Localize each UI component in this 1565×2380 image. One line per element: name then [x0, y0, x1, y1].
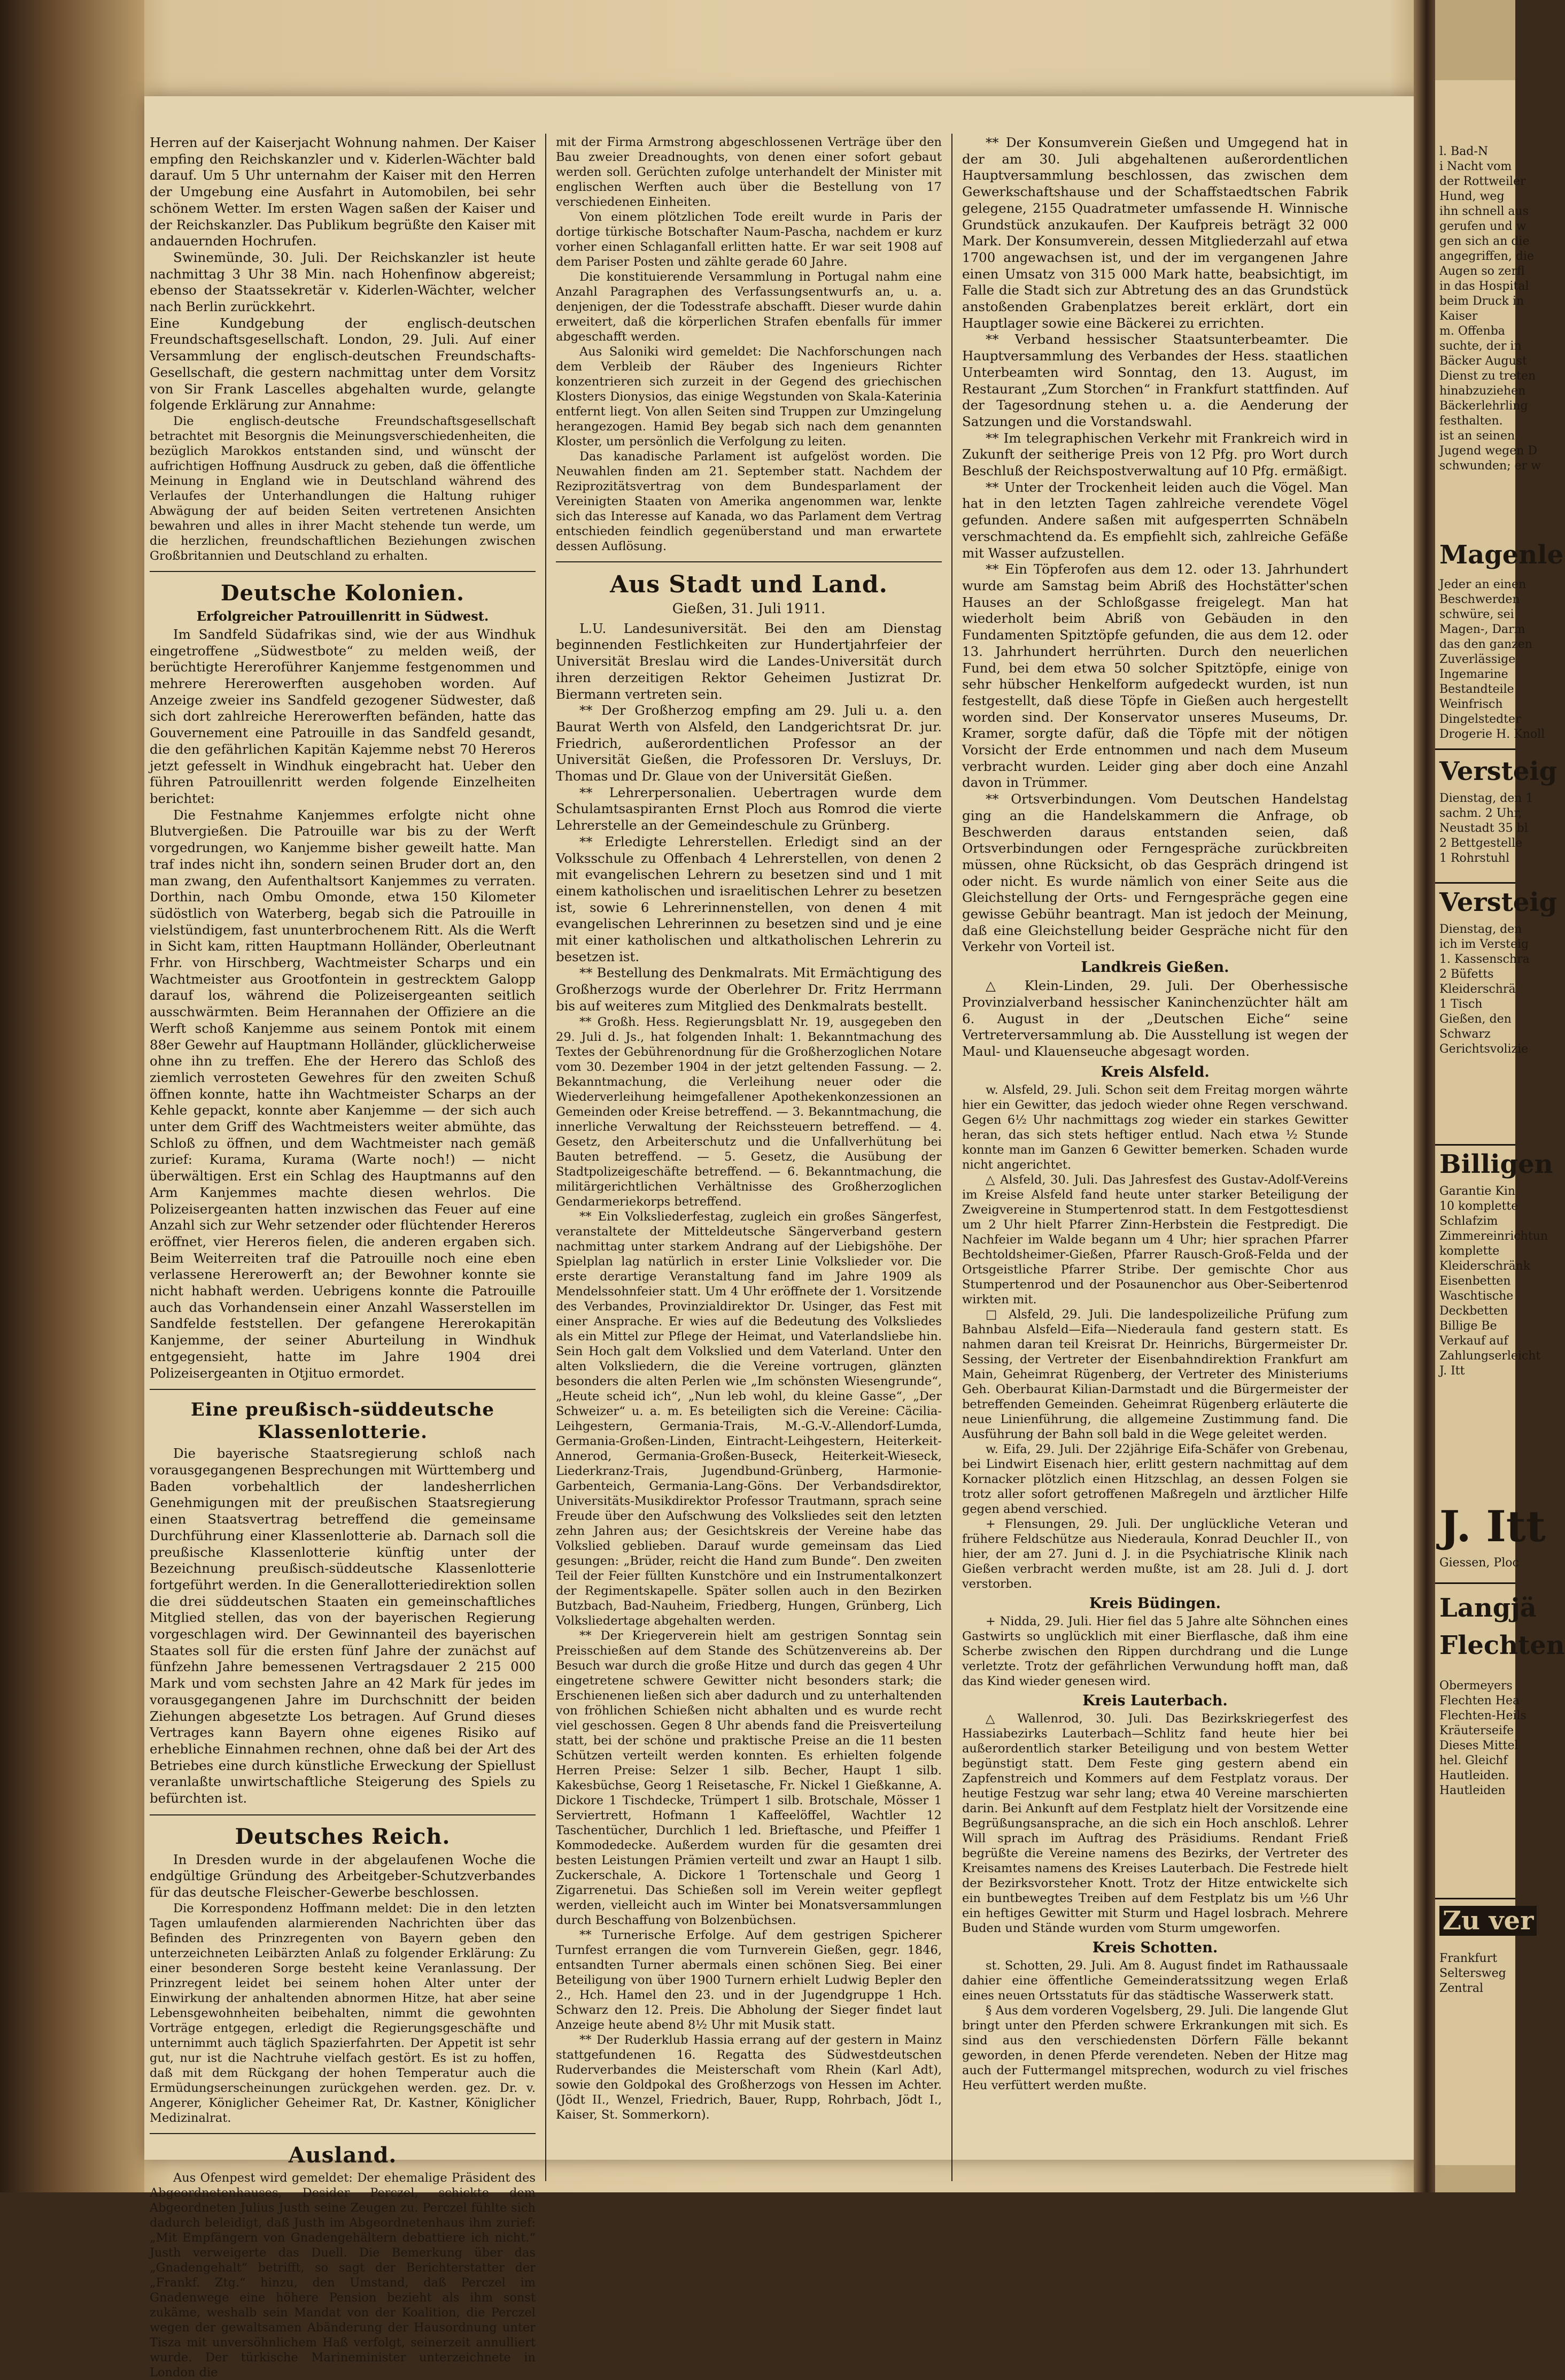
c3-paragraph-2: ** Verband hessischer Staatsunterbeamter. Die Hauptversammlung des Verbandes der Hess. staatlichen Unterbeamten wird Sonntag, den 13. August, im Restaurant „Zum Storchen“ in Frankfurt stattfinden. Auf der Tagesordnung stehen u. a. die Aenderung der Satzungen und die Vorstandswahl.	[962, 331, 1348, 429]
next-page-ad-line: Gießen, den	[1439, 1013, 1512, 1026]
next-page-headline-versteig-2: Versteig	[1439, 887, 1558, 917]
next-page-ad-line: Billige Be	[1439, 1319, 1497, 1333]
next-page-text-line: angegriffen, die	[1439, 250, 1534, 263]
next-page-ad-line: Kleiderschrä	[1439, 983, 1516, 996]
c3-paragraph-10: □ Alsfeld, 29. Juli. Die landespolizeiliche Prüfung zum Bahnbau Alsfeld—Eifa—Niederaula fand gestern statt. Es nahmen daran teil Kreisrat Dr. Heinrichs, Bürgermeister Dr. Sessing, der Vertreter der Eisenbahndirektion Frankfurt am Main, Geheimrat Rügenberg, der Vertreter des Ministeriums Geh. Oberbaurat Kilian-Darmstadt und die Bürgermeister der betreffenden Gemeinden. Geheimrat Rügenberg erläuterte die neue Linienführung, die allgemeine Zustimmung fand. Die Ausführung der Bahn soll bald in die Wege geleitet werden.	[962, 1307, 1348, 1441]
column-rule	[951, 134, 952, 2181]
c1-paragraph-5: Im Sandfeld Südafrikas sind, wie der aus Windhuk eingetroffene „Südwestbote“ zu melden weiß, der berüchtigte Hereroführer Kanjemme festgenommen und mehrere Hererowerften ausgehoben worden. Auf Anzeige zweier ins Sandfeld gezogener Südwester, daß sich dort zahlreiche Hererowerften befänden, hatte das Gouvernement eine Patrouille in das Sandfeld gesandt, die den gefährlichen Kapitän Kajemme nebst 70 Hereros jetzt gefesselt in Windhuk eingebracht hat. Ueber den führen Patrouillenritt werden folgende Einzelheiten berichtet:	[150, 626, 536, 806]
next-page-ad-line: Neustadt 35 bl	[1439, 822, 1528, 835]
next-page-ad-line: Bestandteile	[1439, 683, 1514, 696]
next-page-ad-line: 1 Tisch	[1439, 998, 1483, 1011]
c1-paragraph-4: Die englisch-deutsche Freundschaftsgesellschaft betrachtet mit Besorgnis die Meinungsverschiedenheiten, die bezüglich Marokkos entstanden sind, und wünscht der aufrichtigen Hoffnung Ausdruck zu geben, daß die öffentliche Meinung in England wie in Deutschland während des Verlaufes der Unterhandlungen die Haltung ruhiger Abwägung der auf beiden Seiten vertretenen Ansichten bewahren und alles in ihrer Macht stehende tun werde, um die herzlichen, freundschaftlichen Beziehungen zwischen Großbritannien und Deutschland zu erhalten.	[150, 414, 536, 563]
section-divider	[150, 1814, 536, 1819]
c1-paragraph-7: Die bayerische Staatsregierung schloß nach vorausgegangenen Besprechungen mit Württemberg und Baden vorbehaltlich der landesherrlichen Genehmigungen mit der preußischen Staatsregierung einen Staatsvertrag betreffend die gemeinsame Durchführung einer Klassenlotterie ab. Darnach soll die preußische Klassenlotterie künftig unter der Bezeichnung preußisch-süddeutsche Klassenlotterie fortgeführt werden. In die Generallotteriedirektion sollen die drei süddeutschen Staaten ein gemeinschaftliches Mitglied stellen, das von der bayerischen Regierung vorgeschlagen wird. Der Gewinnanteil des bayerischen Staates soll für die ersten fünf Jahre der zunächst auf fünfzehn Jahre bemessenen Vertragsdauer 2 215 000 Mark und vom sechsten Jahre an 42 Mark für jedes im vorausgegangenen Jahre im Durchschnitt der beiden Ziehungen abgesetzte Los betragen. Auf Grund dieses Vertrages kann Bayern ohne eigenes Risiko auf erhebliche Einnahmen rechnen, ohne daß bei der Art des Betriebes eine durch künstliche Erweckung der Spiellust veranlaßte unwirtschaftliche Steigerung des Spiels zu befürchten ist.	[150, 1446, 536, 1806]
c2-paragraph-6: L.U. Landesuniversität. Bei den am Dienstag beginnenden Festlichkeiten zur Hundertjahrfeier der Universität Breslau wird die Landes-Universität durch ihren derzeitigen Rektor Geheimen Justizrat Dr. Biermann vertreten sein.	[556, 620, 942, 702]
c1-paragraph-2: Swinemünde, 30. Juli. Der Reichskanzler ist heute nachmittag 3 Uhr 38 Min. nach Hohenfinow abgereist; ebenso der Staatssekretär v. Kiderlen-Wächter, welcher nach Berlin zurückkehrt.	[150, 249, 536, 315]
next-page-text-line: Bäckerlehrling	[1439, 399, 1528, 413]
c3-paragraph-1: ** Der Konsumverein Gießen und Umgegend hat in der am 30. Juli abgehaltenen außerordentlichen Hauptversammlung beschlossen, das zwischen dem Gewerkschaftshause und der Schaffstaedtschen Fabrik gelegene, 2155 Quadratmeter umfassende H. Winnische Grundstück anzukaufen. Der Kaufpreis beträgt 32 000 Mark. Der Konsumverein, dessen Mitgliederzahl auf etwa 1700 angewachsen ist, und der im vergangenen Jahre einen Umsatz von 315 000 Mark hatte, beabsichtigt, im Falle die Stadt sich zur Abtretung des an das Grundstück anstoßenden Grabenplatzes bereit erklärt, dort ein Hauptlager sowie eine Bäckerei zu errichten.	[962, 135, 1348, 331]
next-page-ad-line: Drogerie H. Knoll	[1439, 728, 1545, 741]
c2-paragraph-12: ** Ein Volksliederfestag, zugleich ein großes Sängerfest, veranstaltete der Mitteldeutsche Sängerverband gestern nachmittag unter starkem Andrang auf der Liebigshöhe. Der Spielplan lag natürlich in erster Linie Volkslieder vor. Die erste derartige Veranstaltung fand im Jahre 1909 als Mendelssohnfeier statt. Um 4 Uhr eröffnete der 1. Vorsitzende des Verbandes, Provinzialdirektor Dr. Usinger, das Fest mit einer Ansprache. Er wies auf die Bedeutung des Volksliedes als ein Mittel zur Pflege der Heimat, und Vaterlandsliebe hin. Sein Hoch galt dem Volkslied und dem Vaterland. Unter den alten Volksliedern, die die Vereine vortrugen, glänzten besonders die alten Perlen wie „Im schönsten Wiesengrunde“, „Heute scheid ich“, „Nun leb wohl, du kleine Gasse“, „Der Schweizer“ u. a. m. Es beteiligten sich die Vereine: Cäcilia-Leihgestern, Germania-Trais, M.-G.-V.-Allendorf-Lumda, Germania-Großen-Linden, Eintracht-Leihgestern, Heiterkeit-Annerod, Germania-Großen-Buseck, Heiterkeit-Wieseck, Liederkranz-Trais, Jugendbund-Grünberg, Harmonie-Garbenteich, Germania-Lang-Göns. Der Verbandsdirektor, Universitäts-Musikdirektor Professor Trautmann, sprach seine Freude über den Aufschwung des Volksliedes seit den letzten zehn Jahren aus; der Gesichtskreis der Vereine habe das Volkslied geblieben. Darauf wurde gemeinsam das Lied gesungen: „Brüder, reicht die Hand zum Bunde“. Den zweiten Teil der Feier füllten Kunstchöre und ein Instrumentalkonzert der Regimentskapelle. Später sollen auch in den Bezirken Butzbach, Bad-Nauheim, Friedberg, Hungen, Grünberg, Lich Volksliedertage abgehalten werden.	[556, 1209, 942, 1628]
heading-kreis-schotten: Kreis Schotten.	[1092, 1939, 1218, 1956]
next-page-ad-line: Frankfurt	[1439, 1952, 1498, 1965]
next-page-ad-line: Dienstag, den	[1439, 923, 1522, 936]
next-page-ad-line: Kräuterseife	[1439, 1724, 1514, 1737]
next-page-ad-line: sachm. 2 Uhr,	[1439, 807, 1522, 820]
c2-paragraph-5: Das kanadische Parlament ist aufgelöst worden. Die Neuwahlen finden am 21. September statt. Nachdem der Reziprozitätsvertrag von dem Bundesparlament der Vereinigten Staaten von Amerika angenommen war, lenkte sich das Interesse auf Kanada, wo das Parlament dem Vertrag entschieden feindlich gegenüberstand und man erwartete dessen Auflösung.	[556, 450, 942, 553]
column-1	[150, 135, 536, 2380]
heading-kreis-alsfeld: Kreis Alsfeld.	[1101, 1063, 1210, 1080]
next-page-ad-line: schwüre, sei	[1439, 608, 1514, 621]
next-page-ad-5	[1435, 1556, 1519, 1571]
c2-paragraph-11: ** Großh. Hess. Regierungsblatt Nr. 19, ausgegeben den 29. Juli d. Js., hat folgenden Inhalt: 1. Bekanntmachung des Textes der Gebührenordnung für die Großherzoglichen Notare vom 30. Dezember 1904 in der jetzt geltenden Fassung. — 2. Bekanntmachung, die Verleihung neuer oder die Wiederverleihung heimgefallener Apothekenkonzessionen an Gemeinden oder Kreise betreffend. — 3. Bekanntmachung, die innerliche Verwaltung der Reichssteuern betreffend. — 4. Gesetz, den Arbeiterschutz und die Unfallverhütung bei Bauten betreffend. — 5. Gesetz, die Ausübung der Stadtpolizeigeschäfte betreffend. — 6. Bekanntmachung, die militärgerichtlichen Verhältnisse des Großherzoglichen Gendarmeriekorps betreffend.	[556, 1015, 942, 1209]
c1-paragraph-6: Die Festnahme Kanjemmes erfolgte nicht ohne Blutvergießen. Die Patrouille war bis zu der Werft vorgedrungen, wo Kanjemme bisher geweilt hatte. Man traf indes nicht ihn, sondern seinen Bruder dort an, den man zwang, den Aufenthaltsort Kanjemmes zu verraten. Dorthin, nach Ombu Omonde, etwa 150 Kilometer südöstlich von Waterberg, begab sich die Patrouille in vielstündigem, fast ununterbrochenem Ritt. Als die Werft in Sicht kam, ritten Hauptmann Holländer, Oberleutnant Frhr. von Hirschberg, Wachtmeister Scharps und ein Wachtmeister aus Grootfontein in gestrecktem Galopp darauf los, während die Polizeisergeanten seitlich ausschwärmten. Beim Herannahen der Offiziere an die Werft schoß Kanjemme aus seinem Pontok mit einem 88er Gewehr auf Hauptmann Holländer, glücklicherweise ohne ihn zu treffen. Ehe der Herero das Schloß des ziemlich verrosteten Gewehres für den zweiten Schuß öffnen konnte, hatte ihn Wachtmeister Scharps an der Kehle gepackt, konnte aber Kanjemme — der sich auch unter dem Griff des Wachtmeisters weiter abmühte, das Schloß zu öffnen, und dem Wachtmeister nach gemäß zurief: Kurama, Kurama (Warte noch!) — nicht überwältigen. Erst ein Schlag des Hauptmanns auf den Arm Kanjemmes machte diesen wehrlos. Die Polizeisergeanten hatten inzwischen das Feuer auf eine Anzahl sich zur Wehr setzender oder flüchtender Hereros eröffnet, vier Hereros fielen, die anderen ergaben sich. Beim Weiterreiten traf die Patrouille noch eine eben verlassene Hererowerft an; der Bewohner konnte sie nicht habhaft werden. Uebrigens konnte die Patrouille auch das Vorhandensein einer Anzahl Wasserstellen im Sandfelde feststellen. Der gefangene Hererokapitän Kanjemme, der seiner Aburteilung in Windhuk entgegensieht, hatte im Jahre 1904 drei Polizeisergeanten in Otjituo ermordet.	[150, 807, 536, 1381]
section-divider	[150, 2133, 536, 2137]
next-page-ad-line: Weinfrisch	[1439, 698, 1503, 711]
next-page-ad-line: komplette	[1439, 1245, 1500, 1258]
section-divider	[556, 561, 942, 566]
heading-deutsche-kolonien: Deutsche Kolonien.	[220, 580, 465, 606]
c3-paragraph-6: ** Ortsverbindungen. Vom Deutschen Handelstag ging an die Handelskammern die Anfrage, ob Beschwerden daraus entstanden seien, daß Ortsverbindungen oder Ferngespräche zurückbreiten müssen, ohne Rücksicht, ob das Gespräch dringend ist oder nicht. Es wurde nämlich von einer Seite aus die Gleichstellung der Orts- und Ferngespräche gegen eine gewisse Gebühr beantragt. Man ist jedoch der Meinung, daß eine Gleichstellung beider Gespräche nicht für den Verkehr von Vorteil ist.	[962, 791, 1348, 955]
c3-paragraph-15: st. Schotten, 29. Juli. Am 8. August findet im Rathaussaale dahier eine öffentliche Gemeinderatssitzung wegen Erlaß eines neuen Ortsstatuts für das städtische Wasserwerk statt.	[962, 1958, 1348, 2003]
next-page-ad-4	[1435, 1184, 1548, 1379]
next-page-ad-line: 2 Büfetts	[1439, 968, 1494, 981]
next-page-ad-line: Jeder an einen	[1439, 578, 1527, 591]
next-page-ad-line: ich im Versteig	[1439, 938, 1529, 951]
next-page-text-line: m. Offenba	[1439, 324, 1505, 338]
next-page-rule	[1435, 1144, 1515, 1146]
c2-paragraph-14: ** Turnerische Erfolge. Auf dem gestrigen Spicherer Turnfest errangen die vom Turnverein Gießen, gegr. 1846, entsandten Turner abermals einen schönen Sieg. Bei einer Beteiligung von über 1900 Turnern erhielt Ludwig Bepler den 2., Hch. Hamel den 23. und in der Jugendgruppe 1 Hch. Schwarz den 12. Preis. Die Abholung der Sieger findet laut Anzeige heute abend 8½ Uhr mit Musik statt.	[556, 1928, 942, 2032]
next-page-text-line: suchte, der in	[1439, 339, 1522, 353]
dateline: Gießen, 31. Juli 1911.	[672, 601, 826, 617]
next-page-ad-line: 1 Rohrstuhl	[1439, 852, 1509, 865]
next-page-text-line: gerufen und w	[1439, 220, 1527, 233]
heading-klassenlotterie: Eine preußisch-süddeutsche Klassenlotterie.	[190, 1399, 495, 1443]
next-page-rule	[1435, 1582, 1515, 1584]
next-page-ad-line: Dienstag, den 1	[1439, 792, 1533, 805]
c3-paragraph-16: § Aus dem vorderen Vogelsberg, 29. Juli. Die langende Glut bringt unter den Pferden schwere Erkrankungen mit sich. Es sind aus den verschiedensten Dörfern Fälle bekannt geworden, in denen Pferde verendeten. Neben der Hitze mag auch der Futtermangel mitsprechen, wodurch zu viel frisches Heu verfüttert werden mußte.	[962, 2003, 1348, 2092]
next-page-text-line: in das Hospital	[1439, 280, 1529, 293]
next-page-text-line: Dienst zu treten	[1439, 369, 1536, 383]
next-page-text-line: Bäcker August	[1439, 354, 1527, 368]
heading-kreis-buedingen: Kreis Büdingen.	[1089, 1595, 1221, 1612]
c2-paragraph-15: ** Der Ruderklub Hassia errang auf der gestern in Mainz stattgefundenen 16. Regatta des Südwestdeutschen Ruderverbandes die Meisterschaft vom Rhein (Karl Adt), sowie den Goldpokal des Großherzogs von Hessen im Achter. (Jödt II., Wenzel, Friedrich, Bauer, Rupp, Rohrbach, Jödt I., Kaiser, St. Sommerkorn).	[556, 2033, 942, 2122]
column-2	[556, 135, 942, 2122]
next-page-headline-versteig-1: Versteig	[1439, 756, 1558, 786]
next-page-ad-3	[1435, 922, 1530, 1057]
book-gutter	[1414, 0, 1435, 2192]
next-page-ad-6	[1435, 1679, 1527, 1798]
next-page-ad-line: Zuverlässige	[1439, 653, 1516, 666]
c2-paragraph-8: ** Lehrerpersonalien. Uebertragen wurde dem Schulamtsaspiranten Ernst Ploch aus Romrod die vierte Lehrerstelle an der Gemeindeschule zu Grünberg.	[556, 784, 942, 833]
c1-paragraph-8: In Dresden wurde in der abgelaufenen Woche die endgültige Gründung des Arbeitgeber-Schutzverbandes für das deutsche Fleischer-Gewerbe beschlossen.	[150, 1851, 536, 1900]
c2-paragraph-10: ** Bestellung des Denkmalrats. Mit Ermächtigung des Großherzogs wurde der Oberlehrer Dr. Fritz Herrmann bis auf weiteres zum Mitglied des Denkmalrats bestellt.	[556, 965, 942, 1014]
next-page-headline-langja: Langjä	[1439, 1593, 1537, 1623]
section-divider	[150, 1389, 536, 1393]
next-page-rule	[1435, 748, 1515, 750]
next-page-ad-line: Zentral	[1439, 1982, 1483, 1995]
next-page-ad-line: Eisenbetten	[1439, 1274, 1511, 1288]
next-page-headline-magen: Magenle	[1439, 540, 1564, 570]
c1-paragraph-1: Herren auf der Kaiserjacht Wohnung nahmen. Der Kaiser empfing den Reichskanzler und v. Kiderlen-Wächter bald darauf. Um 5 Uhr unternahm der Kaiser mit den Herren der Umgebung eine Ausfahrt in Automobilen, bei sehr schönem Wetter. Im ersten Wagen saßen der Kaiser und der Reichskanzler. Das Publikum begrüßte den Kaiser mit andauernden Hochrufen.	[150, 135, 536, 249]
next-page-headline-flechten: Flechten	[1439, 1631, 1565, 1660]
next-page-ad-line: Hautleiden.	[1439, 1769, 1509, 1782]
c2-paragraph-4: Aus Saloniki wird gemeldet: Die Nachforschungen nach dem Verbleib der Räuber des Ingenieurs Richter konzentrieren sich zurzeit in der Gegend des griechischen Klosters Dionysios, das einige Wegstunden von Skala-Katerinia entfernt liegt. Von allen Seiten sind Truppen zur Umzingelung herangezogen. Hamid Bey begab sich nach dem genannten Kloster, um persönlich die Verfolgung zu leiten.	[556, 345, 942, 449]
next-page-text-line: l. Bad-N	[1439, 145, 1489, 158]
next-page-text-line: Jugend wegen D	[1439, 444, 1538, 458]
next-page-ad-line: Waschtische	[1439, 1289, 1514, 1303]
next-page-text-line: Augen so zerfl	[1439, 265, 1525, 278]
next-page-ad-line: Giessen, Ploc	[1439, 1556, 1519, 1570]
next-page-rule	[1435, 882, 1515, 884]
next-page-text-line: beim Druck in	[1439, 295, 1524, 308]
next-page-ad-1	[1435, 577, 1545, 742]
c3-paragraph-11: w. Eifa, 29. Juli. Der 22jährige Eifa-Schäfer von Grebenau, bei Lindwirt Eisenach hier, erlitt gestern nachmittag auf dem Kornacker plötzlich einen Hitzschlag, an dessen Folgen sie trotz aller sofort getroffenen Maßregeln und ärztlicher Hilfe gegen abend verschied.	[962, 1442, 1348, 1516]
next-page-text-line: Kaiser	[1439, 310, 1478, 323]
next-page-ad-line: J. Itt	[1439, 1364, 1465, 1378]
c2-paragraph-1: mit der Firma Armstrong abgeschlossenen Verträge über den Bau zweier Dreadnoughts, von denen einer sofort gebaut werden soll. Gerüchten zufolge unterhandelt der Minister mit englischen Werften auch über die Bestellung von 17 verschiedenen Einheiten.	[556, 135, 942, 209]
heading-kreis-lauterbach: Kreis Lauterbach.	[1082, 1692, 1228, 1709]
next-page-ad-line: Kleiderschränk	[1439, 1259, 1531, 1273]
next-page-text-line: festhalten.	[1439, 414, 1503, 428]
next-page-text-line: Hund, weg	[1439, 190, 1505, 203]
next-page-ad-line: 1. Kassenschra	[1439, 953, 1530, 966]
next-page-text-line: hinabzuziehen	[1439, 384, 1526, 398]
next-page-sliver	[1435, 80, 1565, 2165]
c2-paragraph-13: ** Der Kriegerverein hielt am gestrigen Sonntag sein Preisschießen auf dem Stande des Schützenvereins ab. Der Besuch war durch die große Hitze und durch das gegen 4 Uhr eingetretene schwere Gewitter nicht besonders stark; die Erschienenen ließen sich aber dadurch und zu unterhaltenden von fröhlichen Schießen nicht abhalten und es wurde recht viel geschossen. Gegen 8 Uhr abends fand die Preisverteilung statt, bei der schöne und praktische Preise an die 11 besten Schützen verteilt werden konnten. Es erhielten folgende Herren Preise: Selzer 1 silb. Becher, Haupt 1 silb. Kakesbüchse, Georg 1 Reisetasche, Fr. Nickel 1 Gießkanne, A. Dickore 1 Tischdecke, Trümpert 1 silb. Brotschale, Mösser 1 Serviertrett, Hofmann 1 Kaffeelöffel, Wachtler 12 Taschentücher, Durchlich 1 led. Brieftasche, und Pfeiffer 1 Kommodedecke. Außerdem wurden für die gesamten drei besten Leistungen Prämien verteilt und zwar an Haupt 1 silb. Zuckerschale, A. Dickore 1 Tortenschale und Georg 1 Zigarrenetui. Das Schießen soll im Verein weiter gepflegt werden, vielleicht auch im Winter bei Monatsversammlungen durch Beschaffung von Bolzenbüchsen.	[556, 1628, 942, 1927]
next-page-ad-line: Seltersweg	[1439, 1967, 1506, 1980]
next-page-text-line: gen sich an die	[1439, 235, 1530, 248]
next-page-text-line: i Nacht vom	[1439, 160, 1512, 173]
column-rule	[545, 134, 546, 2181]
next-page-ad-line: Dieses Mittel	[1439, 1739, 1518, 1752]
book-binding-shadow	[0, 0, 144, 2192]
c3-paragraph-4: ** Unter der Trockenheit leiden auch die Vögel. Man hat in den letzten Tagen zahlreiche verendete Vögel gefunden. Andere saßen mit aufgesperrten Schnäbeln verschmachtend da. Es empfiehlt sich, zahlreiche Gefäße mit Wasser aufzustellen.	[962, 479, 1348, 561]
next-page-ad-line: Zahlungserleicht	[1439, 1349, 1541, 1363]
heading-ausland: Ausland.	[288, 2142, 397, 2168]
c2-paragraph-2: Von einem plötzlichen Tode ereilt wurde in Paris der dortige türkische Botschafter Naum-Pascha, nachdem er kurz vorher einen Schlaganfall erlitten hatte. Er war seit 1908 auf dem Pariser Posten und zählte gerade 60 Jahre.	[556, 210, 942, 269]
next-page-ad-line: Schwarz	[1439, 1027, 1491, 1041]
next-page-ad-line: Schlafzim	[1439, 1215, 1498, 1228]
next-page-ad-line: Beschwerden	[1439, 593, 1520, 606]
c3-paragraph-3: ** Im telegraphischen Verkehr mit Frankreich wird in Zukunft der seitherige Preis von 12 Pfg. pro Wort durch Beschluß der Reichspostverwaltung auf 10 Pfg. ermäßigt.	[962, 430, 1348, 479]
c3-paragraph-5: ** Ein Töpferofen aus dem 12. oder 13. Jahrhundert wurde am Samstag beim Abriß des Hochstätter'schen Hauses an der Schloßgasse freigelegt. Man hat wiederholt beim Abriß von Gebäuden in den Fundamenten Spitztöpfe gefunden, die aus dem 12. oder 13. Jahrhundert herrührten. Durch den neuerlichen Fund, bei dem etwa 50 solcher Spitztöpfe, einige von sehr hübscher Henkelform aufgedeckt wurden, ist nun festgestellt, daß diese Töpfe in Gießen auch hergestellt worden sind. Der Konservator unseres Museums, Dr. Kramer, sorgte dafür, daß die Töpfe mit der nötigen Vorsicht der Erde entnommen und nach dem Museum verbracht wurden. Leider ging aber doch eine Anzahl davon in Trümmer.	[962, 561, 1348, 791]
next-page-ad-line: Zimmereinrichtun	[1439, 1230, 1548, 1243]
c2-paragraph-3: Die konstituierende Versammlung in Portugal nahm eine Anzahl Paragraphen des Verfassungsentwurfs an, u. a. denjenigen, der die Todesstrafe abschafft. Dieser wurde dahin erweitert, daß die körperlichen Strafen ebenfalls für immer abgeschafft werden.	[556, 270, 942, 344]
column-3	[962, 135, 1348, 2093]
next-page-ad-line: 10 komplette	[1439, 1200, 1518, 1213]
c3-paragraph-8: w. Alsfeld, 29. Juli. Schon seit dem Freitag morgen währte hier ein Gewitter, das jedoch wieder ohne Regen verschwand. Gegen 6½ Uhr nachmittags zog wieder ein starkes Gewitter heran, das sich stets heftiger entlud. Nach etwa ½ Stunde konnte man im Ganzen 6 Gewitter bemerken. Schaden wurde nicht angerichtet.	[962, 1083, 1348, 1172]
next-page-rule	[1435, 1898, 1515, 1899]
next-page-text-line: ihn schnell aus	[1439, 205, 1529, 218]
next-page-ad-2	[1435, 791, 1533, 866]
next-page-ad-line: Hautleiden	[1439, 1784, 1506, 1797]
next-page-ad-line: das den ganzen	[1439, 638, 1532, 651]
c3-paragraph-12: + Flensungen, 29. Juli. Der unglückliche Veteran und frühere Feldschütze aus Niederaula, Konrad Deuchler II., von hier, der am 27. Juni d. J. in die Psychiatrische Klinik nach Gießen verbracht werden mußte, ist am 28. Juli d. J. dort verstorben.	[962, 1517, 1348, 1591]
next-page-text-line: der Rottweiler	[1439, 175, 1526, 188]
next-page-ad-7	[1435, 1951, 1515, 1996]
next-page-ad-line: Obermeyers	[1439, 1679, 1513, 1693]
heading-deutsches-reich: Deutsches Reich.	[235, 1823, 451, 1849]
next-page-headline-billigen: Billigen	[1439, 1149, 1553, 1179]
c3-paragraph-14: △ Wallenrod, 30. Juli. Das Bezirkskriegerfest des Hassiabezirks Lauterbach—Schlitz fand heute hier bei außerordentlich starker Beteiligung und von bestem Wetter begünstigt statt. Dem Feste ging gestern abend ein Zapfenstreich und Kommers auf dem Festplatz voraus. Der heutige Festzug war sehr lang; etwa 40 Vereine marschierten darin. Bei Ankunft auf dem Festplatz hielt der Vorsitzende eine Begrüßungsansprache, an die sich ein Hoch anschloß. Lehrer Will sprach im Auftrag des Präsidiums. Rendant Frieß begrüßte die Vereine namens des Bezirks, der Vertreter des Kreisamtes namens des Kreises Lauterbach. Die Festrede hielt der Bezirksvorsteher Knott. Trotz der Hitze entwickelte sich ein buntbewegtes Treiben auf dem Festplatz bis um ½6 Uhr ein heftiges Gewitter mit Sturm und Hagel losbrach. Mehrere Buden und Stände wurden vom Sturm umgeworfen.	[962, 1711, 1348, 1935]
next-page-ad-line: Verkauf auf	[1439, 1334, 1508, 1348]
next-page-fragments	[1435, 144, 1541, 474]
next-page-text-line: schwunden; er w	[1439, 459, 1541, 473]
next-page-ad-line: Dingelstedter	[1439, 713, 1521, 726]
c3-paragraph-9: △ Alsfeld, 30. Juli. Das Jahresfest des Gustav-Adolf-Vereins im Kreise Alsfeld fand heute unter starker Beteiligung der Zweigvereine in Stumpertenrod statt. In dem Festgottesdienst um 2 Uhr hielt Pfarrer Zinn-Herbstein die Festpredigt. Die Nachfeier im Walde begann um 4 Uhr; hier sprachen Pfarrer Bechtoldsheimer-Gießen, Pfarrer Rausch-Groß-Felda und der Ortsgeistliche Pfarrer Stribe. Der gemischte Chor aus Stumpertenrod und der Posaunenchor aus Ober-Seibertenrod wirkten mit.	[962, 1172, 1348, 1307]
c2-paragraph-7: ** Der Großherzog empfing am 29. Juli u. a. den Baurat Werth von Alsfeld, den Landgerichtsrat Dr. jur. Friedrich, außerordentlichen Professor an der Universität Gießen, die Professoren Dr. Versluys, Dr. Thomas und Dr. Glaue von der Universität Gießen.	[556, 702, 942, 784]
next-page-ad-line: hel. Gleichf	[1439, 1754, 1508, 1767]
c1-paragraph-10: Aus Ofenpest wird gemeldet: Der ehemalige Präsident des Abgeordnetenhauses, Desider Perczel, schickte dem Abgeordneten Julius Justh seine Zeugen zu. Perczel fühlte sich dadurch beleidigt, daß Justh im Abgeordnetenhaus ihm zurief: „Mit Empfängern von Gnadengehältern debattiere ich nicht.“ Justh verweigerte das Duell. Die Bemerkung über das „Gnadengehalt“ betrifft, so sagt der Berichterstatter der „Frankf. Ztg.“ hinzu, den Umstand, daß Perczel im Gnadenwege eine höhere Pension bezieht als ihm sonst zukäme, weshalb sein Mandat von der Koalition, die Perczel wegen der gewaltsamen Abänderung der Hausordnung unter Tisza mit unversöhnlichem Haß verfolgt, seinerzeit annulliert wurde. Der türkische Marineminister unterzeichnete in London die	[150, 2170, 536, 2379]
c3-paragraph-13: + Nidda, 29. Juli. Hier fiel das 5 Jahre alte Söhnchen eines Gastwirts so unglücklich mit einer Bierflasche, daß ihm eine Scherbe zwischen den Rippen durchdrang und die Lunge verletzte. Trotz der gefährlichen Verwundung hofft man, daß das Kind wieder genesen wird.	[962, 1614, 1348, 1688]
next-page-ad-line: Deckbetten	[1439, 1304, 1508, 1318]
next-page-ad-line: Gerichtsvolizie	[1439, 1042, 1529, 1056]
next-page-ad-line: Magen-, Darm	[1439, 623, 1525, 636]
next-page-ad-line: Flechten-Heils	[1439, 1709, 1527, 1722]
next-page-headline-itt: J. Itt	[1439, 1501, 1546, 1551]
c1-paragraph-3: Eine Kundgebung der englisch-deutschen Freundschaftsgesellschaft. London, 29. Juli. Auf einer Versammlung der englisch-deutschen Freundschafts-Gesellschaft, die gestern nachmittag unter dem Vorsitz von Sir Frank Lascelles abgehalten wurde, gelangte folgende Erklärung zur Annahme:	[150, 315, 536, 413]
c2-paragraph-9: ** Erledigte Lehrerstellen. Erledigt sind an der Volksschule zu Offenbach 4 Lehrerstellen, von denen 2 mit evangelischen Lehrern zu besetzen sind und 1 mit einem katholischen und israelitischen Lehrer zu besetzen ist, sowie 6 Lehrerinnenstellen, von denen 4 mit evangelischen Lehrerinnen zu besetzen sind und je eine mit einer katholischen und altkatholischen Lehrerin zu besetzen ist.	[556, 833, 942, 964]
subheading-patrouillenritt: Erfolgreicher Patrouillenritt in Südwest.	[196, 608, 489, 624]
newspaper-page	[144, 96, 1427, 2379]
c3-paragraph-7: △ Klein-Linden, 29. Juli. Der Oberhessische Provinzialverband hessischer Kaninchenzüchter hält am 6. August in der „Deutschen Eiche“ seine Vertreterversammlung ab. Die Ausstellung ist wegen der Maul- und Klauenseuche abgesagt worden.	[962, 978, 1348, 1059]
heading-landkreis-giessen: Landkreis Gießen.	[1081, 959, 1229, 976]
next-page-ad-line: 2 Bettgestelle	[1439, 837, 1523, 850]
next-page-text-line: ist an seinen	[1439, 429, 1515, 443]
next-page-ad-line: Ingemarine	[1439, 668, 1508, 681]
section-divider	[150, 571, 536, 575]
next-page-ad-line: Flechten Hea	[1439, 1694, 1520, 1707]
next-page-ad-line: Garantie Kin	[1439, 1185, 1516, 1198]
c1-paragraph-9: Die Korrespondenz Hoffmann meldet: Die in den letzten Tagen umlaufenden alarmierenden Nachrichten über das Befinden des Prinzregenten von Bayern geben den unterzeichneten Leibärzten Anlaß zu folgender Erklärung: Zu einer besonderen Sorge besteht keine Veranlassung. Der Prinzregent leidet bei seinem hohen Alter unter der Einwirkung der anhaltenden abnormen Hitze, hat aber seine Lebensgewohnheiten beibehalten, nimmt die gewohnten Vorträge entgegen, erledigt die Regierungsgeschäfte und unternimmt auch täglich Spazierfahrten. Der Appetit ist sehr gut, nur ist die Nachtruhe vielfach gestört. Es ist zu hoffen, daß mit dem Rückgang der hohen Temperatur auch die Ermüdungserscheinungen zurückgehen werden. gez. Dr. v. Angerer, Königlicher Geheimer Rat, Dr. Kastner, Königlicher Medizinalrat.	[150, 1901, 536, 2125]
heading-aus-stadt-und-land: Aus Stadt und Land.	[610, 571, 888, 598]
next-page-headline-zu-ver: Zu ver	[1439, 1906, 1537, 1936]
